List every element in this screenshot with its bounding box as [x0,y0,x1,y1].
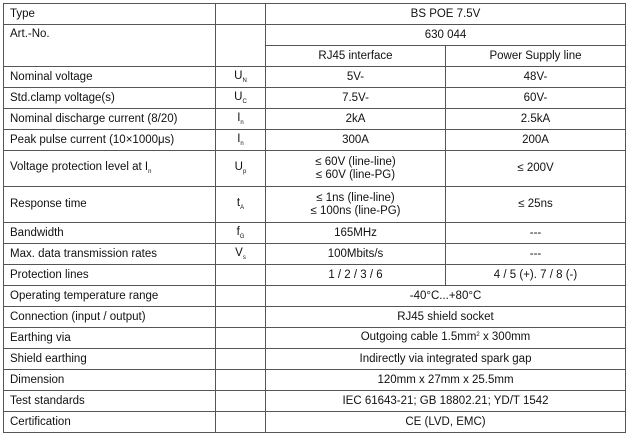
operating-temp-label: Operating temperature range [4,286,216,307]
protection-lines-symbol-cell [216,265,266,286]
type-label: Type [4,4,216,25]
clamp-voltage-symbol: $U_C$ [216,88,266,109]
nominal-voltage-label: Nominal voltage [4,67,216,88]
clamp-voltage-rj45: 7.5V- [266,88,446,109]
art-no-value: 630 044 [266,25,626,46]
col-header-rj45: RJ45 interface [266,46,446,67]
protection-level-label: Voltage protection level at $I_n$ [4,151,216,187]
protection-level-symbol: $U_p$ [216,151,266,187]
protection-lines-label: Protection lines [4,265,216,286]
row-type [4,4,626,25]
certification-label: Certification [4,412,216,433]
row-test-standards [4,391,626,412]
connection-symbol-cell [216,307,266,328]
row-response-time [4,187,626,223]
response-time-rj45: ≤ 1ns (line-line) ≤ 100ns (line-PG) [266,187,446,223]
test-standards-value: IEC 61643-21; GB 18802.21; YD/T 1542 [266,391,626,412]
peak-pulse-rj45: 300A [266,130,446,151]
type-symbol-cell [216,4,266,25]
row-shield-earthing [4,349,626,370]
protection-lines-rj45: 1 / 2 / 3 / 6 [266,265,446,286]
protection-level-rj45: ≤ 60V (line-line) ≤ 60V (line-PG) [266,151,446,187]
nominal-voltage-symbol: $U_N$ [216,67,266,88]
certification-symbol-cell [216,412,266,433]
earthing-label: Earthing via [4,328,216,349]
row-peak-pulse [4,130,626,151]
row-clamp-voltage [4,88,626,109]
peak-pulse-power: 200A [446,130,626,151]
col-header-power: Power Supply line [446,46,626,67]
response-time-power: ≤ 25ns [446,187,626,223]
connection-value: RJ45 shield socket [266,307,626,328]
clamp-voltage-power: 60V- [446,88,626,109]
earthing-symbol-cell [216,328,266,349]
row-protection-level [4,151,626,187]
art-no-symbol-cell [216,25,266,67]
art-no-label: Art.-No. [4,25,216,67]
response-time-label: Response time [4,187,216,223]
transmission-rate-label: Max. data transmission rates [4,244,216,265]
bandwidth-rj45: 165MHz [266,223,446,244]
row-certification [4,412,626,433]
peak-pulse-symbol: $I_n$ [216,130,266,151]
transmission-rate-symbol: $V_s$ [216,244,266,265]
nominal-voltage-power: 48V- [446,67,626,88]
protection-level-power: ≤ 200V [446,151,626,187]
transmission-rate-power: --- [446,244,626,265]
bandwidth-symbol: $f_G$ [216,223,266,244]
test-standards-symbol-cell [216,391,266,412]
response-time-symbol: $t_A$ [216,187,266,223]
discharge-current-rj45: 2kA [266,109,446,130]
row-bandwidth [4,223,626,244]
row-art-no [4,25,626,46]
row-transmission-rate [4,244,626,265]
peak-pulse-label: Peak pulse current (10×1000μs) [4,130,216,151]
row-protection-lines [4,265,626,286]
dimension-label: Dimension [4,370,216,391]
shield-earthing-symbol-cell [216,349,266,370]
protection-lines-power: 4 / 5 (+). 7 / 8 (-) [446,265,626,286]
transmission-rate-rj45: 100Mbits/s [266,244,446,265]
earthing-value: Outgoing cable $1.5mm^2$ x 300mm [266,328,626,349]
discharge-current-symbol: $I_n$ [216,109,266,130]
row-discharge-current [4,109,626,130]
shield-earthing-value: Indirectly via integrated spark gap [266,349,626,370]
bandwidth-label: Bandwidth [4,223,216,244]
discharge-current-power: 2.5kA [446,109,626,130]
type-value: BS POE 7.5V [266,4,626,25]
row-earthing [4,328,626,349]
nominal-voltage-rj45: 5V- [266,67,446,88]
shield-earthing-label: Shield earthing [4,349,216,370]
connection-label: Connection (input / output) [4,307,216,328]
spec-table [3,3,626,433]
row-operating-temp [4,286,626,307]
bandwidth-power: --- [446,223,626,244]
row-dimension [4,370,626,391]
clamp-voltage-label: Std.clamp voltage(s) [4,88,216,109]
row-connection [4,307,626,328]
operating-temp-value: -40°C...+80°C [266,286,626,307]
dimension-symbol-cell [216,370,266,391]
test-standards-label: Test standards [4,391,216,412]
certification-value: CE (LVD, EMC) [266,412,626,433]
dimension-value: 120mm x 27mm x 25.5mm [266,370,626,391]
row-nominal-voltage [4,67,626,88]
operating-temp-symbol-cell [216,286,266,307]
discharge-current-label: Nominal discharge current (8/20) [4,109,216,130]
